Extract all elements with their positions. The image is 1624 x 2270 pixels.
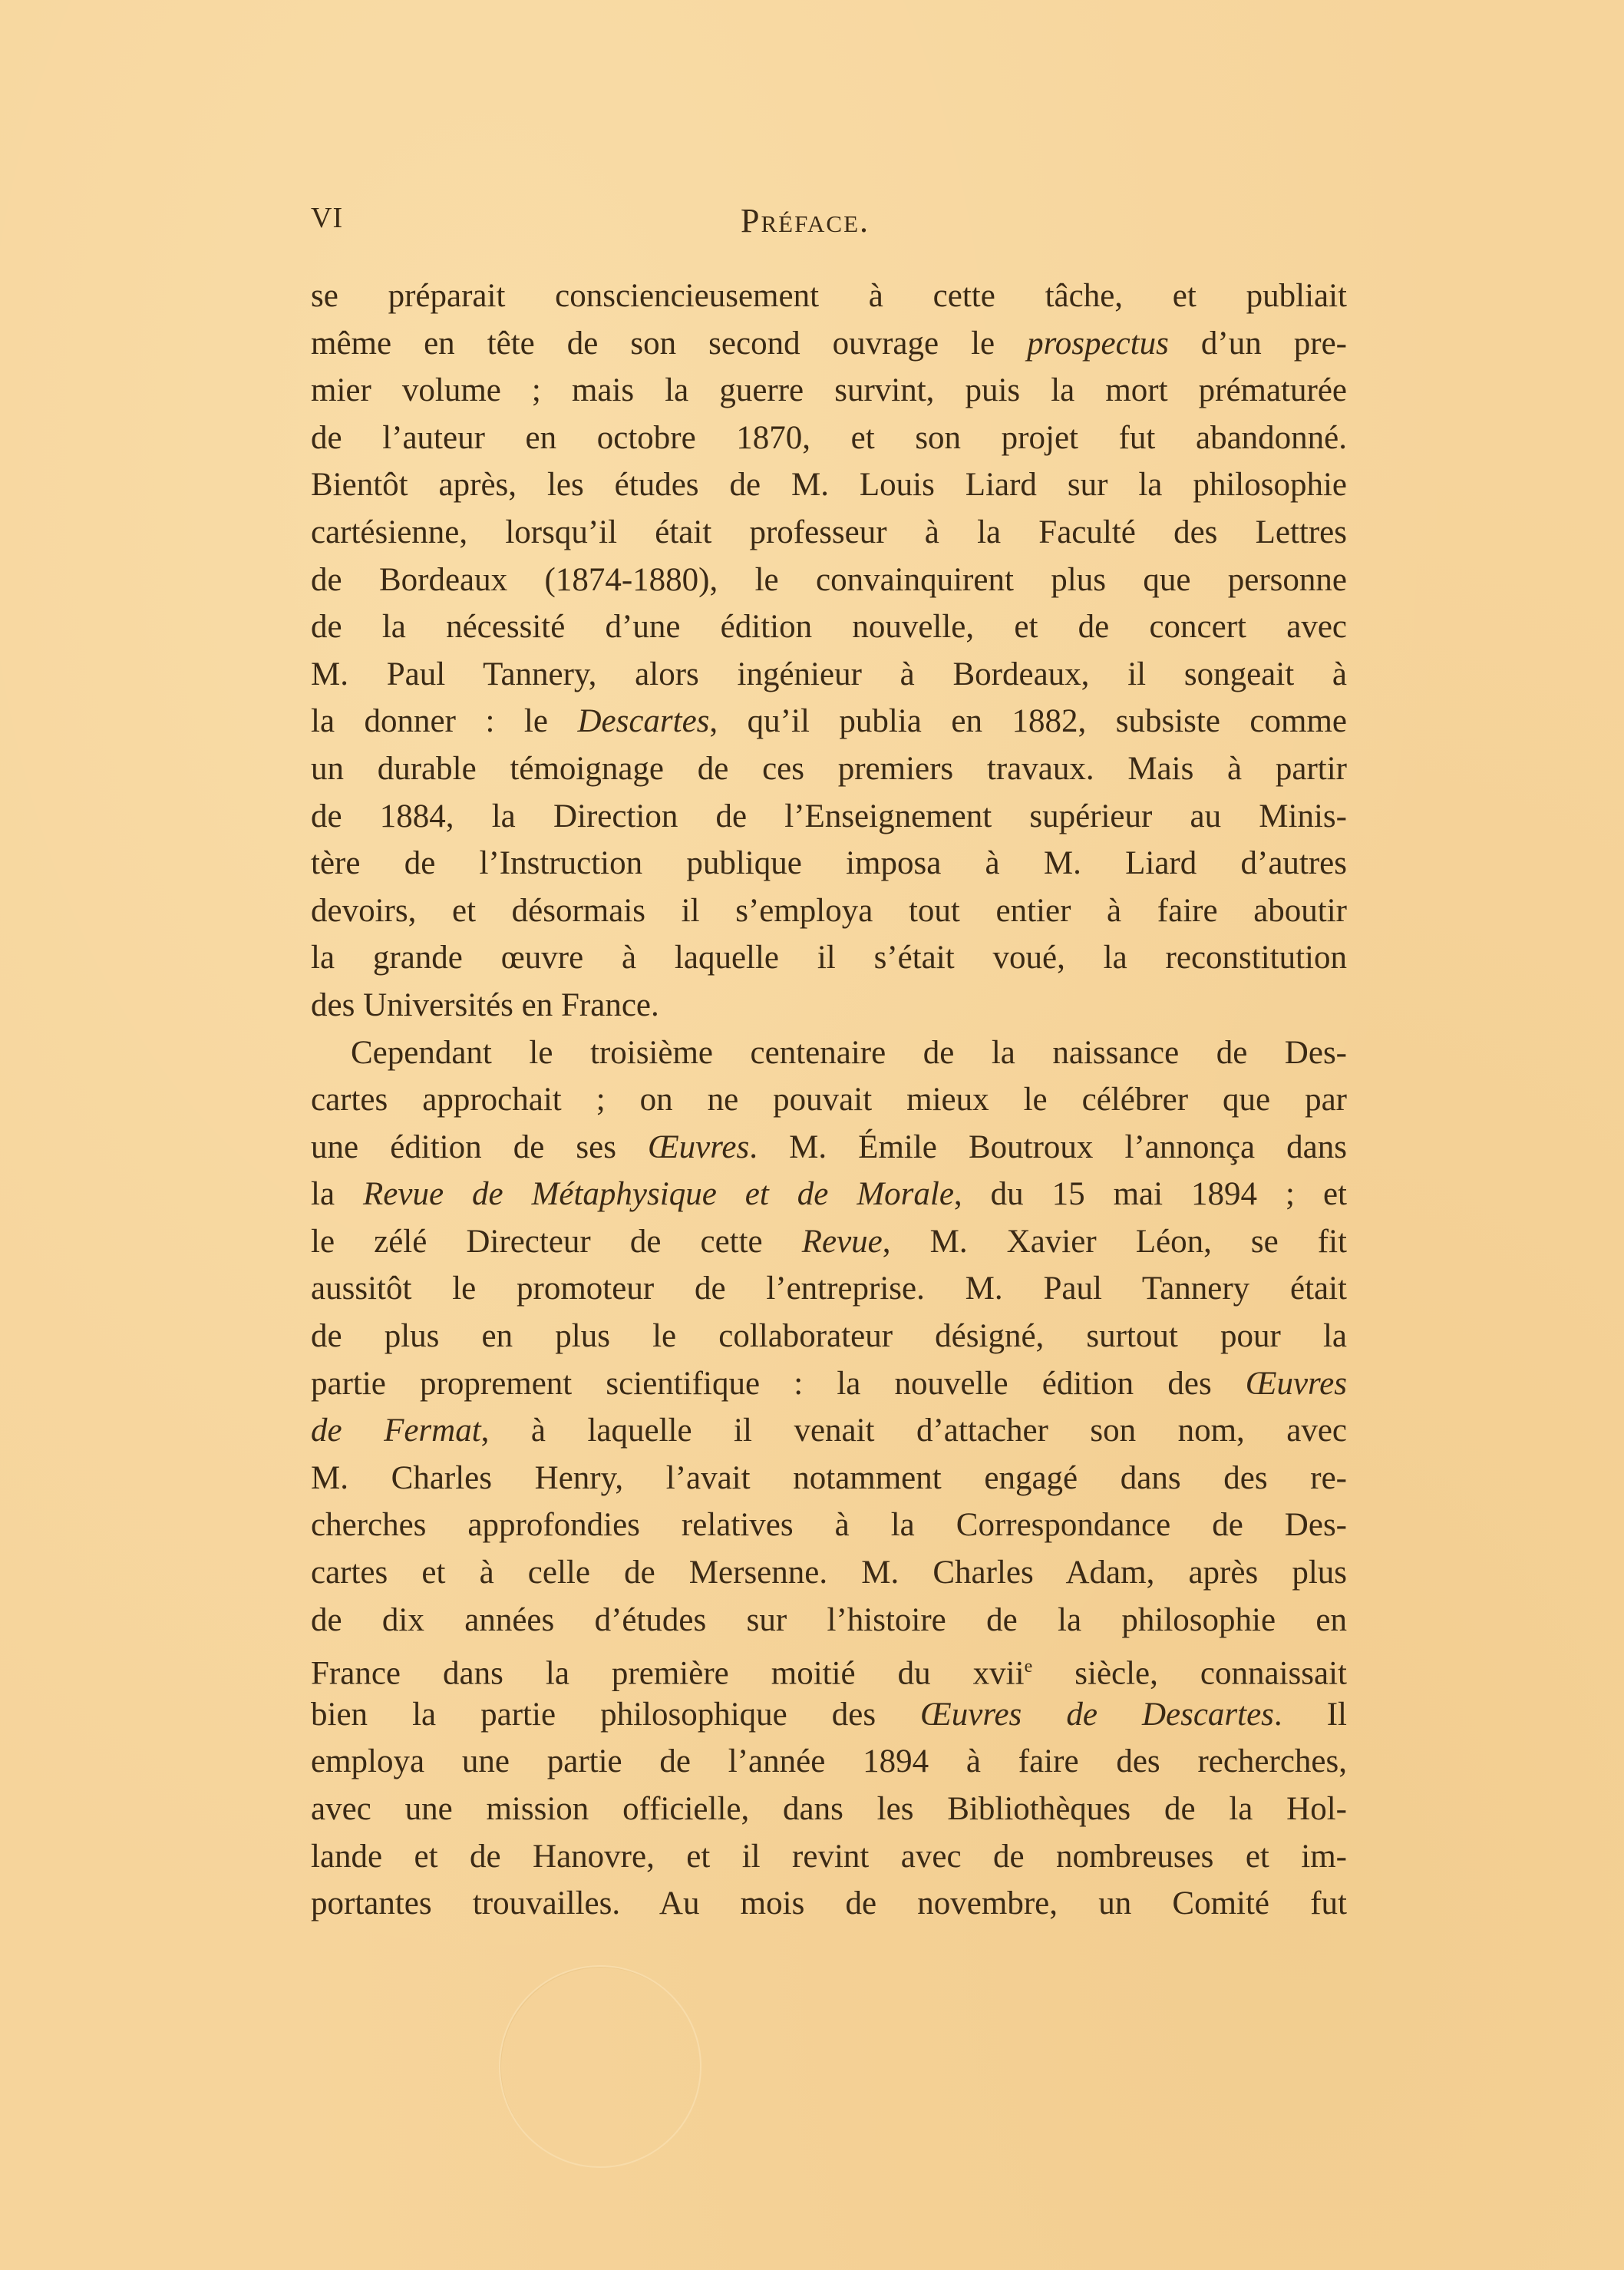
- text-line: [311, 840, 1347, 887]
- text-segment: e: [1024, 1657, 1033, 1677]
- text-line: [311, 745, 1347, 793]
- text-segment: bien la partie philosophique des: [311, 1696, 921, 1733]
- text-line: [311, 273, 1347, 320]
- text-line: [311, 698, 1347, 745]
- text-line: [311, 415, 1347, 462]
- text-line: [311, 603, 1347, 651]
- italic-text: Œuvres: [648, 1128, 750, 1165]
- italic-text: de Fermat: [311, 1413, 481, 1449]
- italic-text: Descartes: [577, 703, 710, 740]
- text-segment: se préparait consciencieusement à cette tâche, et publiait: [311, 278, 1347, 314]
- text-segment: la: [311, 1176, 364, 1213]
- text-line: [311, 982, 1347, 1029]
- text-segment: devoirs, et désormais il s’employa tout entier à faire aboutir: [311, 892, 1347, 929]
- text-line: [311, 887, 1347, 935]
- text-segment: aussitôt le promoteur de l’entreprise. M. Paul Tannery était: [311, 1270, 1347, 1307]
- text-segment: cherches approfondies relatives à la Correspondance de Des-: [311, 1507, 1347, 1544]
- text-line: [311, 461, 1347, 509]
- text-line: [311, 1265, 1347, 1313]
- text-line: [311, 934, 1347, 982]
- body-text: [311, 273, 1347, 1928]
- text-segment: France dans la première moitié du xvii: [311, 1655, 1025, 1692]
- text-line: [311, 1076, 1347, 1124]
- text-segment: M. Paul Tannery, alors ingénieur à Bordeaux, il songeait à: [311, 656, 1347, 692]
- text-line: [311, 1833, 1347, 1881]
- text-segment: siècle, connaissait: [1032, 1655, 1347, 1692]
- text-line: [311, 557, 1347, 604]
- text-line: [311, 1644, 1347, 1691]
- text-segment: , du 15 mai 1894 ; et: [953, 1176, 1347, 1213]
- page-number: VI: [311, 202, 344, 234]
- text-line: [311, 1360, 1347, 1408]
- text-segment: d’un pre-: [1168, 325, 1347, 362]
- text-segment: Bientôt après, les études de M. Louis Liard sur la philosophie: [311, 467, 1347, 504]
- text-segment: de dix années d’études sur l’histoire de la philosophie en: [311, 1601, 1347, 1638]
- text-segment: cartes approchait ; on ne pouvait mieux le célébrer que par: [311, 1082, 1347, 1118]
- text-segment: de la nécessité d’une édition nouvelle, et de concert avec: [311, 609, 1347, 646]
- text-segment: partie proprement scientifique : la nouvelle édition des: [311, 1365, 1246, 1402]
- text-line: [311, 1029, 1347, 1077]
- text-segment: de 1884, la Direction de l’Enseignement supérieur au Minis-: [311, 798, 1347, 834]
- text-line: [311, 367, 1347, 415]
- text-segment: avec une mission officielle, dans les Bibliothèques de la Hol-: [311, 1791, 1347, 1827]
- text-segment: de Bordeaux (1874-1880), le convainquirent plus que personne: [311, 561, 1347, 598]
- text-line: [311, 1597, 1347, 1644]
- text-segment: , à laquelle il venait d’attacher son nom, avec: [480, 1413, 1348, 1449]
- text-line: [311, 1124, 1347, 1171]
- text-line: [311, 1786, 1347, 1833]
- running-head: [311, 201, 1347, 247]
- text-line: [311, 1407, 1347, 1455]
- page-title: Préface.: [741, 202, 870, 240]
- text-segment: . Il: [1273, 1696, 1347, 1733]
- text-line: [311, 1171, 1347, 1218]
- text-line: [311, 793, 1347, 841]
- text-line: [311, 1880, 1347, 1928]
- italic-text: Revue: [801, 1223, 883, 1260]
- text-segment: la grande œuvre à laquelle il s’était voué, la reconstitution: [311, 940, 1347, 976]
- text-line: [311, 509, 1347, 557]
- text-segment: le zélé Directeur de cette: [311, 1223, 802, 1260]
- text-line: [311, 651, 1347, 699]
- text-segment: des Universités en France.: [311, 986, 659, 1023]
- text-segment: , qu’il publia en 1882, subsiste comme: [709, 703, 1347, 740]
- embossed-stamp: [499, 1965, 701, 2168]
- text-segment: de plus en plus le collaborateur désigné, surtout pour la: [311, 1318, 1347, 1355]
- text-line: [311, 1691, 1347, 1739]
- text-segment: cartésienne, lorsqu’il était professeur à la Faculté des Lettres: [311, 514, 1347, 550]
- italic-text: prospectus: [1027, 325, 1169, 362]
- text-line: [311, 1738, 1347, 1786]
- text-segment: lande et de Hanovre, et il revint avec de nombreuses et im-: [311, 1838, 1347, 1875]
- text-segment: , M. Xavier Léon, se fit: [882, 1223, 1348, 1260]
- text-segment: portantes trouvailles. Au mois de novembre, un Comité fut: [311, 1885, 1347, 1922]
- text-segment: mier volume ; mais la guerre survint, puis la mort prématurée: [311, 372, 1347, 409]
- text-segment: un durable témoignage de ces premiers travaux. Mais à partir: [311, 750, 1347, 787]
- italic-text: Revue de Métaphysique et de Morale: [363, 1176, 954, 1213]
- italic-text: Œuvres de Descartes: [920, 1696, 1274, 1733]
- text-line: [311, 1502, 1347, 1549]
- text-segment: M. Charles Henry, l’avait notamment engagé dans des re-: [311, 1459, 1347, 1496]
- text-segment: Cependant le troisième centenaire de la naissance de Des-: [351, 1034, 1347, 1071]
- text-segment: cartes et à celle de Mersenne. M. Charles Adam, après plus: [311, 1555, 1347, 1591]
- text-segment: employa une partie de l’année 1894 à faire des recherches,: [311, 1743, 1347, 1780]
- text-line: [311, 1549, 1347, 1597]
- text-segment: une édition de ses: [311, 1128, 649, 1165]
- text-line: [311, 320, 1347, 368]
- text-segment: tère de l’Instruction publique imposa à M. Liard d’autres: [311, 845, 1347, 882]
- text-line: [311, 1218, 1347, 1266]
- text-line: [311, 1455, 1347, 1502]
- text-segment: la donner : le: [311, 703, 578, 740]
- text-segment: de l’auteur en octobre 1870, et son projet fut abandonné.: [311, 419, 1347, 456]
- text-segment: . M. Émile Boutroux l’annonça dans: [749, 1128, 1347, 1165]
- text-line: [311, 1313, 1347, 1360]
- text-segment: même en tête de son second ouvrage le: [311, 325, 1028, 362]
- italic-text: Œuvres: [1245, 1365, 1347, 1402]
